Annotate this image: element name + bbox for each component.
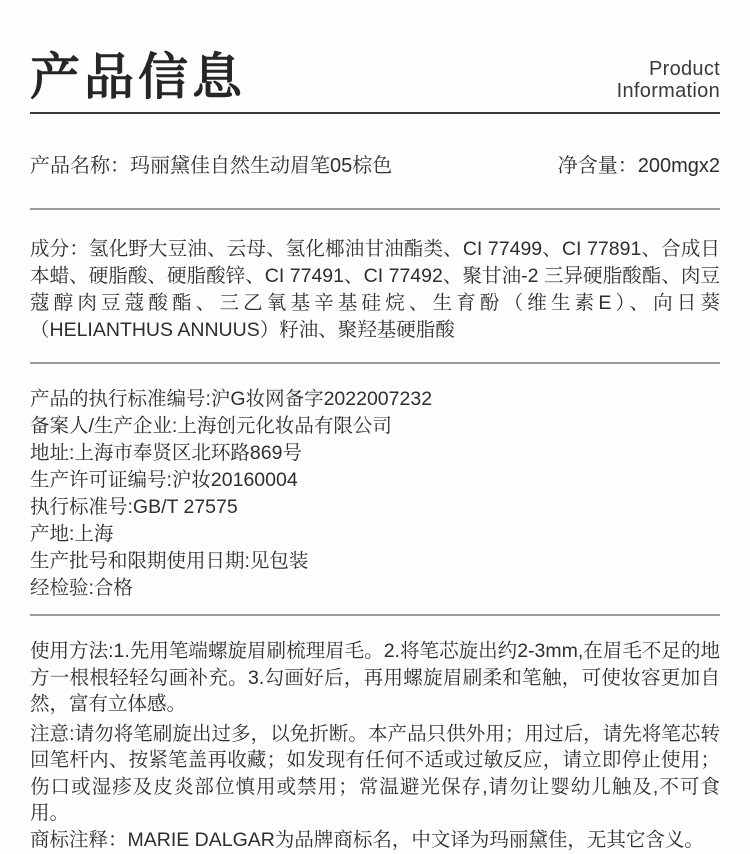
product-name-value: 玛丽黛佳自然生动眉笔05棕色 [130,155,393,177]
page-title-english [617,58,720,104]
registration-origin: 产地:上海 [30,523,114,545]
registration-inspection: 经检验:合格 [30,577,133,599]
net-content-label: 净含量： [557,155,638,177]
registration-production-license: 生产许可证编号:沪妆20160004 [30,469,298,491]
ingredients-paragraph [30,236,720,344]
ingredients-label: 成分： [30,238,90,260]
registration-batch-expiry: 生产批号和限期使用日期:见包装 [30,550,309,572]
product-name-row [30,154,720,178]
registration-standard-number: 产品的执行标准编号:沪G妆网备字2022007232 [30,388,433,410]
registration-filer-manufacturer: 备案人/生产企业:上海创元化妆品有限公司 [30,415,392,437]
net-content [558,154,720,178]
page-title-english-line2: Information [616,80,720,102]
trademark-note: 商标注释：MARIE DALGAR为品牌商标名，中文译为玛丽黛佳，无其它含义。 [30,828,704,851]
section-header [30,0,720,114]
ingredients-text: 氢化野大豆油、云母、氢化椰油甘油酯类、CI 77499、CI 77891、合成日本蜡、硬脂酸、硬脂酸锌、CI 77491、CI 77492、聚甘油-2 三异硬脂酸酯、肉豆蔻醇肉豆蔻酸酯、三乙氧基辛基硅烷、生育酚（维生素E）、向日葵（HELIANTHUS ANNUUS）籽油、聚羟基硬脂酸 [30,238,720,341]
divider-under-product-name [30,208,720,210]
caution-notice: 注意:请勿将笔刷旋出过多，以免折断。本产品只供外用；用过后，请先将笔芯转回笔杆内、按紧笔盖再收藏；如发现有任何不适或过敏反应，请立即停止使用；伤口或湿疹及皮炎部位慎用或禁用；常温避光保存,请勿让婴幼儿触及,不可食用。 [30,722,720,824]
registration-address: 地址:上海市奉贤区北环路869号 [30,442,302,464]
net-content-value: 200mgx2 [637,155,720,177]
registration-execution-standard: 执行标准号:GB/T 27575 [30,496,238,518]
page-title-english-line1: Product [648,58,720,80]
registration-info-block [30,386,720,602]
page-title: 产品信息 [30,49,246,105]
product-name-label: 产品名称： [30,155,130,177]
usage-instructions: 使用方法:1.先用笔端螺旋眉刷梳理眉毛。2.将笔芯旋出约2-3mm,在眉毛不足的地方一根根轻轻勾画补充。3.勾画好后，再用螺旋眉刷柔和笔触，可使妆容更加自然，富有立体感。 [30,640,720,715]
divider-under-ingredients [30,362,720,364]
product-name [30,154,392,178]
divider-under-registration [30,614,720,616]
